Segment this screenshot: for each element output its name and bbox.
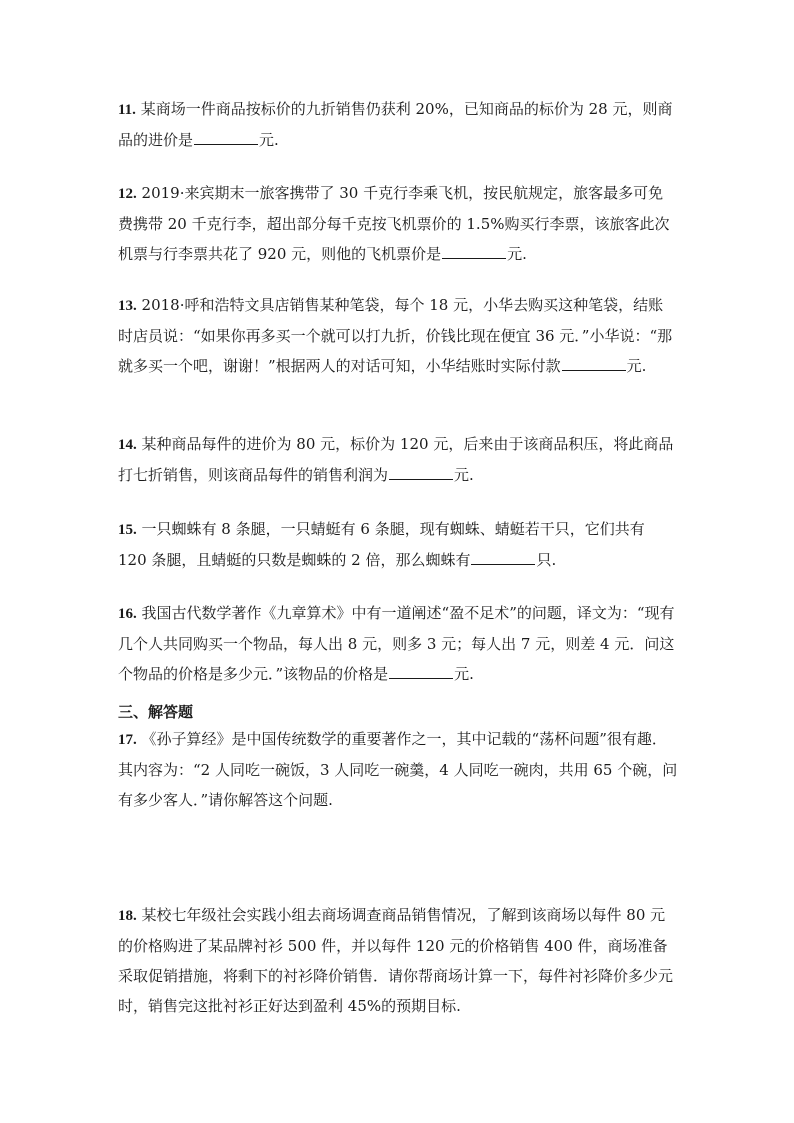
answer-blank[interactable] [194, 128, 258, 145]
question-text: 《孙子算经》是中国传统数学的重要著作之一，其中记载的“荡杯问题”很有趣．其内容为：“2 人同吃一碗饭，3 人同吃一碗羹，4 人同吃一碗肉，共用 65 个碗，问有多少客人．”请你解答这个问题. [118, 730, 678, 809]
answer-blank[interactable] [442, 242, 506, 259]
question-text: 某商场一件商品按标价的九折销售仍获利 20%，已知商品的标价为 28 元，则商品的进价是 [118, 100, 673, 149]
question-number: 11. [118, 102, 136, 118]
question-text: 某校七年级社会实践小组去商场调查商品销售情况，了解到该商场以每件 80 元的价格购进了某品牌衬衫 500 件，并以每件 120 元的价格销售 400 件，商场准备采取促销措施，将剩下的衬衫降价销售．请你帮商场计算一下，每件衬衫降价多少元时，销售完这批衬衫正好达到盈利 45%的预期目标. [118, 906, 674, 1015]
question-16 [118, 598, 678, 689]
question-number: 14. [118, 437, 137, 453]
question-11 [118, 94, 678, 155]
question-text: 2018·呼和浩特文具店销售某种笔袋，每个 18 元，小华去购买这种笔袋，结账时店员说：“如果你再多买一个就可以打九折，价钱比现在便宜 36 元．”小华说：“那就多买一个吧，谢谢！”根据两人的对话可知，小华结账时实际付款 [118, 296, 673, 375]
question-number: 13. [118, 298, 137, 314]
question-15 [118, 514, 678, 575]
question-text-end: 元. [454, 665, 474, 683]
question-text-end: 元. [626, 357, 647, 375]
answer-blank[interactable] [389, 662, 453, 679]
question-number: 17. [118, 732, 137, 748]
question-text-end: 元. [259, 131, 279, 149]
question-14 [118, 429, 678, 490]
answer-blank[interactable] [562, 354, 626, 371]
question-17 [118, 724, 678, 815]
question-text-end: 只. [536, 551, 557, 569]
question-text: 一只蜘蛛有 8 条腿，一只蜻蜓有 6 条腿，现有蜘蛛、蜻蜓若干只，它们共有 120 条腿，且蜻蜓的只数是蜘蛛的 2 倍，那么蜘蛛有 [118, 520, 645, 569]
question-text: 我国古代数学著作《九章算术》中有一道阐述“盈不足术”的问题，译文为：“现有几个人共同购买一个物品，每人出 8 元，则多 3 元；每人出 7 元，则差 4 元．问这个物品的价格是多少元．”该物品的价格是 [118, 604, 675, 683]
question-number: 18. [118, 908, 137, 924]
question-number: 15. [118, 522, 137, 538]
answer-blank[interactable] [389, 463, 453, 480]
question-text-end: 元. [454, 466, 474, 484]
question-text-end: 元. [507, 245, 527, 263]
question-number: 12. [118, 186, 137, 202]
question-text: 某种商品每件的进价为 80 元，标价为 120 元，后来由于该商品积压，将此商品打七折销售，则该商品每件的销售利润为 [118, 435, 674, 484]
answer-blank[interactable] [471, 548, 535, 565]
question-18 [118, 900, 678, 1021]
section-title: 三、解答题 [118, 703, 194, 721]
question-12 [118, 178, 678, 269]
question-text: 2019·来宾期末一旅客携带了 30 千克行李乘飞机，按民航规定，旅客最多可免费携带 20 千克行李，超出部分每千克按飞机票价的 1.5%购买行李票，该旅客此次机票与行李票共花了 920 元，则他的飞机票价是 [118, 184, 670, 263]
question-number: 16. [118, 606, 137, 622]
question-13 [118, 290, 678, 381]
